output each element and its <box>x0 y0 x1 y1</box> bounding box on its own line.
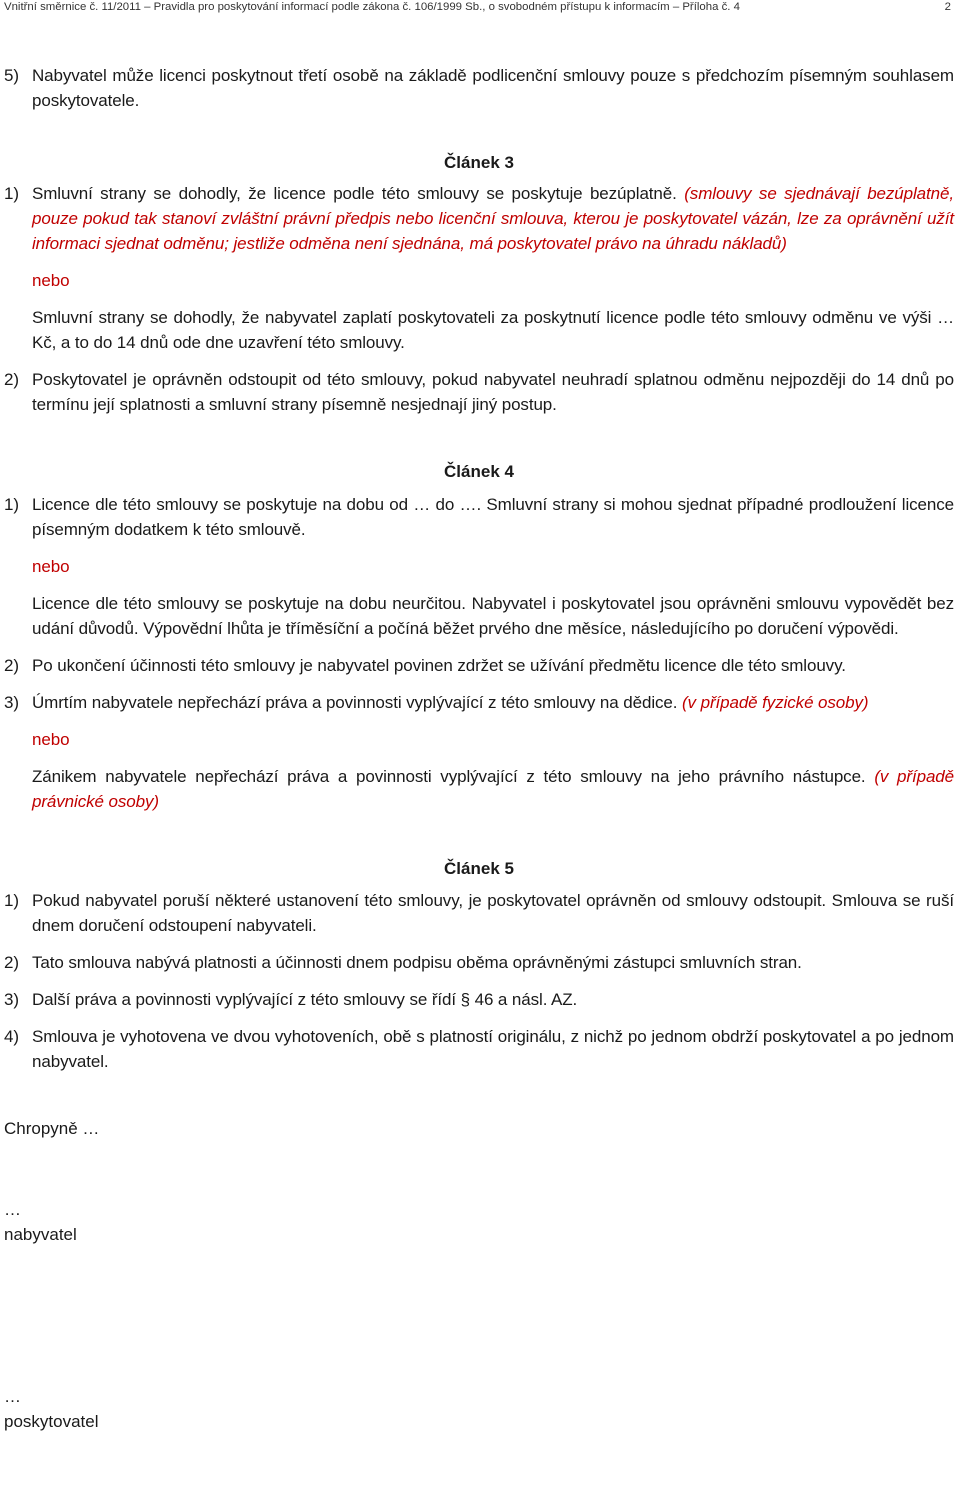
page-number: 2 <box>944 1 951 13</box>
item-text: Pokud nabyvatel poruší některé ustanovení této smlouvy, je poskytovatel oprávněn od smlouvy odstoupit. Smlouva se ruší dnem doručení odstoupení nabyvateli. <box>32 891 954 935</box>
item-text: Tato smlouva nabývá platnosti a účinnosti dnem podpisu oběma oprávněnými zástupci smluvních stran. <box>32 953 802 972</box>
document-body <box>4 63 954 1434</box>
article-heading: Článek 4 <box>444 462 514 481</box>
paragraph-item <box>4 367 954 417</box>
signature-label-poskytovatel: poskytovatel <box>4 1412 99 1431</box>
alternative-text: Smluvní strany se dohodly, že nabyvatel zaplatí poskytovateli za poskytnutí licence podle této smlouvy odměnu ve výši … Kč, a to do 14 dnů ode dne uzavření této smlouvy. <box>32 308 954 352</box>
alternative-text: Licence dle této smlouvy se poskytuje na dobu neurčitou. Nabyvatel i poskytovatel jsou oprávněni smlouvu vypovědět bez udání důvodů. Výpovědní lhůta je tříměsíční a počíná běžet prvého dne měsíce, následujícího po doručení výpovědi. <box>32 594 954 638</box>
item-number: 4) <box>4 1027 19 1046</box>
alternative-note: (v případě právnické osoby) <box>32 767 955 811</box>
item-text: Smluvní strany se dohodly, že licence podle této smlouvy se poskytuje bezúplatně. <box>32 184 677 203</box>
item-number: 1) <box>4 495 19 514</box>
item-text: Poskytovatel je oprávněn odstoupit od této smlouvy, pokud nabyvatel neuhradí splatnou odměnu nejpozději do 14 dnů po termínu její splatnosti a smluvní strany písemně nesjednají jiný postup. <box>32 370 954 414</box>
signature-line-poskytovatel: … <box>4 1387 21 1406</box>
item-text: Nabyvatel může licenci poskytnout třetí osobě na základě podlicenční smlouvy pouze s předchozím písemným souhlasem poskytovatele. <box>32 66 954 110</box>
paragraph-item <box>4 1024 954 1074</box>
item-number: 1) <box>4 891 19 910</box>
item-text: Úmrtím nabyvatele nepřechází práva a povinnosti vyplývající z této smlouvy na dědice. <box>32 693 678 712</box>
paragraph-item <box>4 888 954 938</box>
item-text: Další práva a povinnosti vyplývající z této smlouvy se řídí § 46 a násl. AZ. <box>32 990 578 1009</box>
alternative-note: (smlouvy se sjednávají bezúplatně, pouze pokud tak stanoví zvláštní právní předpis nebo licenční smlouva, kterou je poskytovatel vázán, lze za oprávnění užít informaci sjednat odměnu; jestliže odměna není sjednána, má poskytovatel právo na úhradu nákladů) <box>32 184 954 253</box>
paragraph-item <box>4 653 954 678</box>
page-header <box>4 0 954 16</box>
alternative-note: (v případě fyzické osoby) <box>682 693 869 712</box>
alternative-text <box>4 764 954 814</box>
item-number: 2) <box>4 370 19 389</box>
or-label: nebo <box>32 557 70 576</box>
signature-label-nabyvatel: nabyvatel <box>4 1225 77 1244</box>
item-text: Po ukončení účinnosti této smlouvy je nabyvatel povinen zdržet se užívání předmětu licence dle této smlouvy. <box>32 656 846 675</box>
paragraph-item <box>4 63 954 113</box>
item-number: 3) <box>4 990 19 1009</box>
article-heading: Článek 5 <box>444 859 514 878</box>
item-text: Licence dle této smlouvy se poskytuje na dobu od … do …. Smluvní strany si mohou sjednat případné prodloužení licence písemným dodatkem k této smlouvě. <box>32 495 954 539</box>
item-number: 5) <box>4 66 19 85</box>
item-number: 1) <box>4 184 19 203</box>
signature-place: Chropyně … <box>4 1119 100 1138</box>
paragraph-item <box>4 987 954 1012</box>
paragraph-item <box>4 181 954 256</box>
or-label: nebo <box>32 271 70 290</box>
paragraph-item <box>4 950 954 975</box>
or-label: nebo <box>32 730 70 749</box>
item-number: 2) <box>4 656 19 675</box>
signature-line-nabyvatel: … <box>4 1200 21 1219</box>
item-number: 3) <box>4 693 19 712</box>
header-title: Vnitřní směrnice č. 11/2011 – Pravidla pro poskytování informací podle zákona č. 106/1999 Sb., o svobodném přístupu k informacím – Příloha č. 4 <box>4 1 740 13</box>
alternative-text-main: Zánikem nabyvatele nepřechází práva a povinnosti vyplývající z této smlouvy na jeho právního nástupce. <box>32 767 866 786</box>
item-number: 2) <box>4 953 19 972</box>
paragraph-item <box>4 690 954 715</box>
paragraph-item <box>4 492 954 542</box>
article-heading: Článek 3 <box>444 153 514 172</box>
item-text: Smlouva je vyhotovena ve dvou vyhotoveních, obě s platností originálu, z nichž po jednom obdrží poskytovatel a po jednom nabyvatel. <box>32 1027 954 1071</box>
